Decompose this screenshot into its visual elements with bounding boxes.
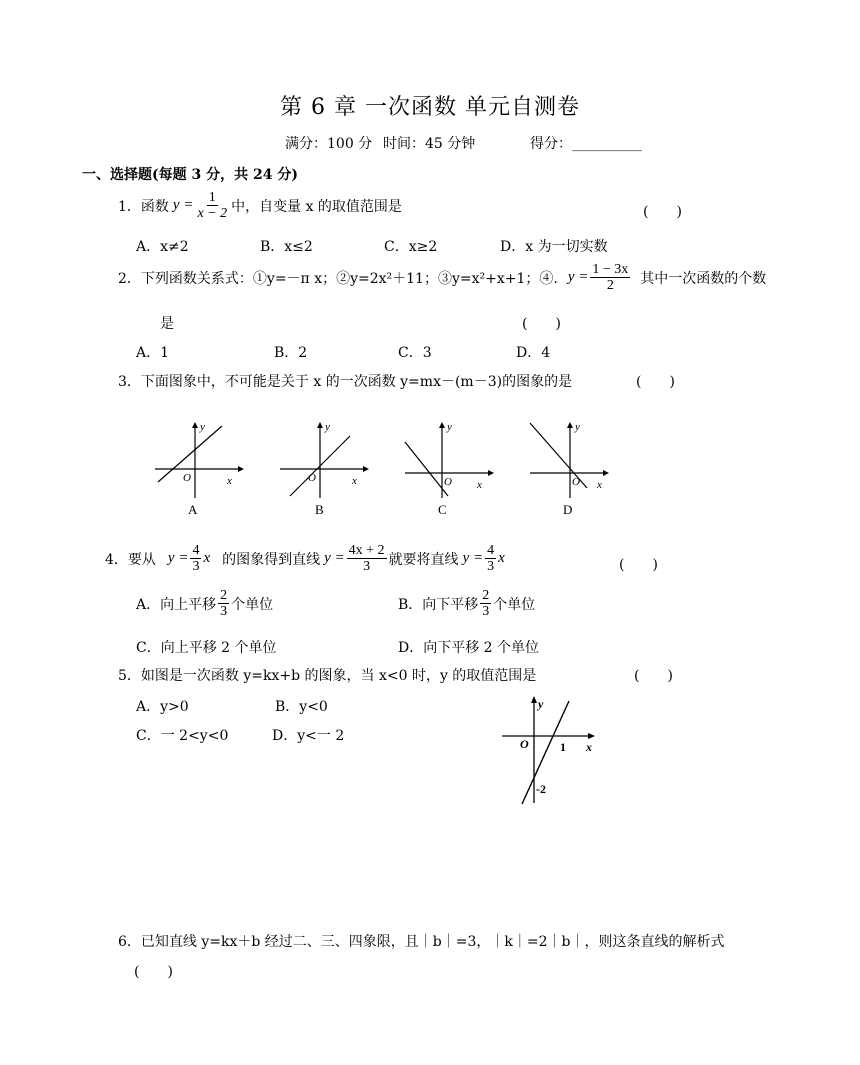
q2-text: 2．下列函数关系式：①y=－π x；②y=2x²＋11；③y=x²+x+1；④. <box>118 270 558 287</box>
q2-frac-num: 1 − 3x <box>592 262 629 277</box>
q4-optb-fraction <box>480 588 491 619</box>
y-label: y <box>447 421 452 433</box>
q4-optb-num: 2 <box>482 588 490 603</box>
y-axis-arrow-icon <box>567 422 573 428</box>
q4-prefix: 4．要从 <box>105 551 156 568</box>
q3-label-a: A <box>188 502 198 517</box>
q4-frac1-num: 4 <box>192 543 200 558</box>
x-label: x <box>586 740 592 754</box>
q1-option-b: B．x≤2 <box>260 239 313 255</box>
q5-option-c: C．一 2<y<0 <box>136 728 229 744</box>
q4-option-b <box>398 588 535 619</box>
y-axis-arrow-icon <box>192 422 198 428</box>
q4-opta-den: 3 <box>220 604 228 619</box>
q2-option-b: B．2 <box>274 345 308 361</box>
q4-optb-post: 个单位 <box>493 596 536 613</box>
y-axis-arrow-icon <box>531 696 537 703</box>
y-label: y <box>200 421 205 433</box>
q4-option-d: D．向下平移 2 个单位 <box>398 640 540 656</box>
x-axis-arrow-icon <box>238 466 244 472</box>
q4-frac2-den: 3 <box>363 559 371 574</box>
origin-label: O <box>308 472 316 484</box>
q4-frac1-den: 3 <box>192 559 200 574</box>
q4-frac2-num: 4x + 2 <box>348 543 385 558</box>
q4-frac3-num: 4 <box>487 543 495 558</box>
question-3: 3．下面图象中，不可能是关于 x 的一次函数 y=mx－(m－3)的图象的是 <box>118 374 573 390</box>
q2-suffix: 其中一次函数的个数 <box>640 270 767 287</box>
x-label: x <box>352 475 357 487</box>
q1-frac-den: x − 2 <box>197 206 228 221</box>
q3-graph-d <box>525 420 620 500</box>
x-axis-arrow-icon <box>363 466 369 472</box>
q4-optb-pre: B．向下平移 <box>398 596 479 613</box>
q2-option-d: D．4 <box>516 345 551 361</box>
q4-fraction-2 <box>347 543 387 574</box>
q1-answer-paren: ( ) <box>643 204 682 220</box>
question-6: 6．已知直线 y=kx＋b 经过二、三、四象限，且｜b｜=3，｜k｜=2｜b｜，则这条直线的解析式 <box>118 934 725 950</box>
y-axis-arrow-icon <box>317 422 323 428</box>
x-axis-arrow-icon <box>603 470 609 476</box>
y-label: y <box>575 421 580 433</box>
x-intercept-label: 1 <box>560 740 566 754</box>
q2-option-c: C．3 <box>398 345 432 361</box>
origin-label: O <box>520 737 529 751</box>
x-axis-arrow-icon <box>488 470 494 476</box>
question-2 <box>118 262 766 293</box>
origin-label: O <box>572 476 580 488</box>
q4-opta-fraction <box>218 588 229 619</box>
y-axis-arrow-icon <box>439 422 445 428</box>
q1-fraction <box>195 190 229 221</box>
y-label: y <box>325 421 330 433</box>
q4-option-a <box>136 588 273 619</box>
q4-answer-paren: ( ) <box>619 557 658 573</box>
q4-optb-den: 3 <box>482 604 490 619</box>
y-label: y <box>538 697 544 711</box>
q1-option-d: D．x 为一切实数 <box>500 239 608 255</box>
question-5: 5．如图是一次函数 y=kx+b 的图象，当 x<0 时，y 的取值范围是 <box>118 668 537 684</box>
q1-frac-num: 1 <box>208 190 216 205</box>
q5-option-a: A．y>0 <box>136 699 189 715</box>
x-axis-arrow-icon <box>588 733 595 739</box>
score-field: 得分：__________ <box>530 136 642 152</box>
q4-y-eq-1: y = <box>167 550 189 566</box>
q3-label-c: C <box>438 502 447 517</box>
q2-y-eq: y = <box>567 269 589 285</box>
q4-mid2: 就要将直线 <box>388 551 459 568</box>
q5-option-d: D．y<一 2 <box>272 728 345 744</box>
q4-frac3-den: 3 <box>487 559 495 574</box>
q4-y-eq-2: y = <box>324 550 345 566</box>
q3-graph-b <box>275 420 370 500</box>
origin-label: O <box>183 472 191 484</box>
page-title: 第 6 章 一次函数 单元自测卷 <box>280 95 580 120</box>
q2-answer-paren: ( ) <box>522 316 561 332</box>
q4-opta-post: 个单位 <box>231 596 274 613</box>
q3-answer-paren: ( ) <box>636 374 675 390</box>
full-score: 满分：100 分 <box>285 136 373 152</box>
q2-frac-den: 2 <box>606 278 614 293</box>
q4-opta-pre: A．向上平移 <box>136 596 217 613</box>
x-label: x <box>477 479 482 491</box>
q3-label-d: D <box>563 502 573 517</box>
q4-option-c: C．向上平移 2 个单位 <box>136 640 277 656</box>
q4-fraction-3 <box>485 543 496 574</box>
q4-opta-num: 2 <box>220 588 228 603</box>
q4-x-3: x <box>498 550 505 566</box>
q6-answer-paren: ( ) <box>134 964 173 980</box>
q4-fraction-1 <box>190 543 201 574</box>
q4-y-eq-3: y = <box>462 550 484 566</box>
q5-graph <box>498 693 608 808</box>
section-heading: 一、选择题(每题 3 分，共 24 分) <box>82 167 298 183</box>
q5-option-b: B．y<0 <box>275 699 328 715</box>
question-1 <box>118 190 402 221</box>
q4-mid: 的图象得到直线 <box>222 551 321 568</box>
q3-graph-c <box>400 420 495 500</box>
q4-x-1: x <box>203 550 211 566</box>
y-intercept-label: -2 <box>536 782 546 796</box>
q3-label-b: B <box>315 502 324 517</box>
q5-answer-paren: ( ) <box>634 668 673 684</box>
x-label: x <box>597 479 602 491</box>
q3-graph-a <box>150 420 245 500</box>
q1-prefix: 1．函数 <box>118 198 169 215</box>
q2-line2: 是 <box>160 316 174 332</box>
q2-option-a: A．1 <box>136 345 170 361</box>
x-label: x <box>227 475 232 487</box>
q1-option-c: C．x≥2 <box>384 239 438 255</box>
q1-option-a: A．x≠2 <box>136 239 189 255</box>
q1-y-eq: y = <box>172 197 194 213</box>
q1-suffix: 中，自变量 x 的取值范围是 <box>231 198 402 215</box>
q2-fraction <box>590 262 630 293</box>
origin-label: O <box>444 476 452 488</box>
exam-time: 时间：45 分钟 <box>383 136 476 152</box>
question-4 <box>105 543 505 574</box>
